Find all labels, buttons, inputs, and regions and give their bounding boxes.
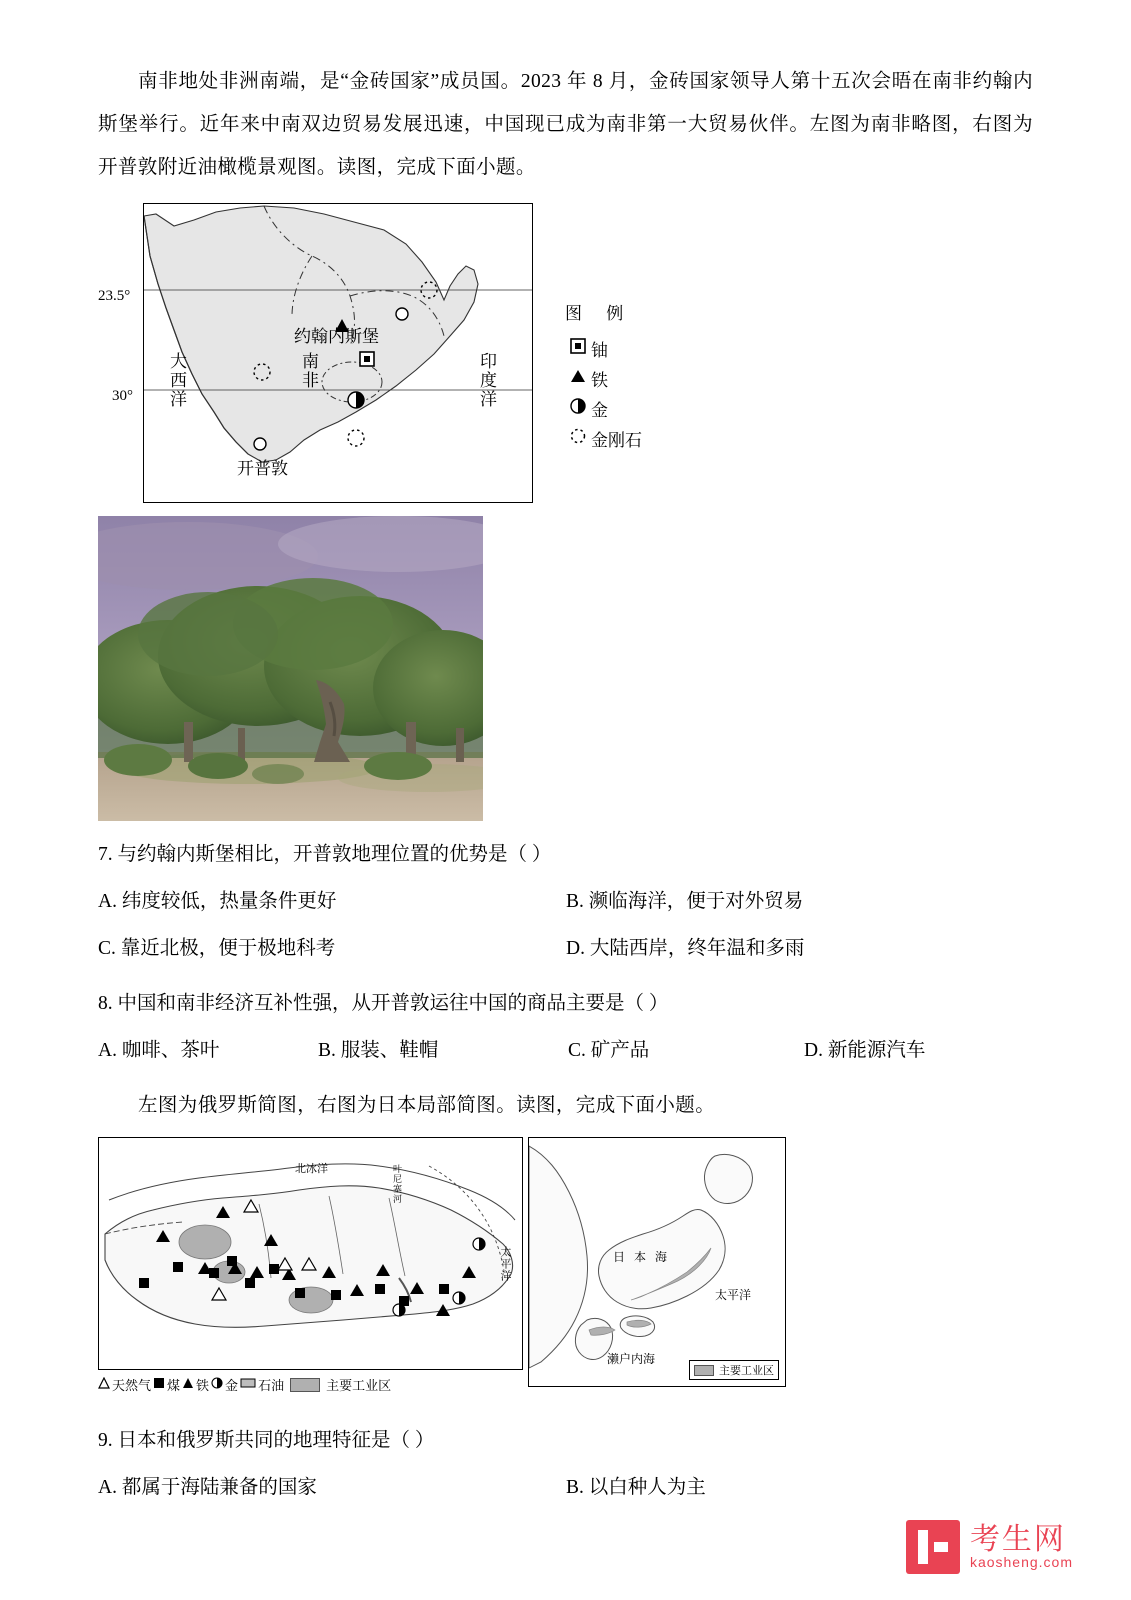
- label-south-africa: 南非: [299, 352, 318, 390]
- latitude-label-235: 23.5°: [98, 288, 131, 304]
- legend-label-industrial-area-japan: 主要工业区: [719, 1365, 774, 1377]
- uranium-icon: [565, 335, 591, 366]
- option-8-D[interactable]: [804, 1029, 925, 1072]
- label-pacific-ocean-japan: 太平洋: [715, 1288, 752, 1302]
- gold-icon-ru: [211, 1377, 223, 1393]
- label-yenisei-river: 叶尼塞河: [392, 1164, 402, 1204]
- passage-2: 左图为俄罗斯简图，右图为日本局部简图。读图，完成下面小题。: [138, 1095, 716, 1116]
- watermark-cn: 考生网: [969, 1522, 1066, 1556]
- option-9-A[interactable]: [98, 1466, 317, 1509]
- question-8-stem: [98, 982, 1033, 1025]
- legend-label-coal: 煤: [167, 1378, 181, 1393]
- question-7-options-row-1: [98, 880, 1033, 923]
- label-arctic-ocean: 北冰洋: [295, 1163, 328, 1175]
- page-content: [98, 60, 1033, 1509]
- question-8-options-row: [98, 1029, 1033, 1072]
- label-sea-of-japan: 日 本 海: [613, 1250, 671, 1264]
- question-9-stem: [98, 1419, 1033, 1462]
- olive-grove-photo: [98, 516, 483, 821]
- label-johannesburg: 约翰内斯堡: [294, 327, 379, 346]
- legend-label-diamond: 金刚石: [591, 430, 642, 450]
- uranium-symbol: [360, 352, 374, 366]
- option-7-B-text: 濒临海洋，便于对外贸易: [588, 891, 804, 912]
- south-africa-map: [143, 203, 533, 503]
- oil-icon: [240, 1377, 256, 1393]
- option-8-B[interactable]: [318, 1029, 438, 1072]
- option-7-B[interactable]: [566, 880, 803, 923]
- label-seto-inland-sea: 濑户内海: [607, 1352, 656, 1366]
- option-8-D-key: D.: [804, 1040, 823, 1061]
- question-9-options-row: [98, 1466, 1033, 1509]
- legend-title: 图 例: [565, 304, 634, 323]
- option-7-A-key: A.: [98, 891, 117, 912]
- option-8-C[interactable]: [568, 1029, 649, 1072]
- russia-map: [98, 1137, 523, 1370]
- option-9-B-key: B.: [566, 1477, 584, 1498]
- option-8-C-key: C.: [568, 1040, 586, 1061]
- question-8-number: 8.: [98, 993, 113, 1014]
- option-8-B-text: 服装、鞋帽: [340, 1040, 439, 1061]
- option-9-A-text: 都属于海陆兼备的国家: [121, 1477, 317, 1498]
- legend-label-industrial-area: 主要工业区: [326, 1378, 392, 1393]
- legend-item-uranium: [553, 335, 743, 365]
- japan-map: [528, 1137, 786, 1387]
- watermark-en: kaosheng.com: [969, 1554, 1073, 1571]
- question-7-stem: [98, 833, 1033, 876]
- option-8-A-text: 咖啡、茶叶: [121, 1040, 220, 1061]
- watermark-logo-icon: [906, 1520, 960, 1574]
- south-africa-figure: [98, 203, 1033, 508]
- russia-map-legend: [98, 1375, 391, 1394]
- option-7-A-text: 纬度较低，热量条件更好: [121, 891, 337, 912]
- legend-item-gold: [553, 395, 743, 425]
- legend-label-gold: 金: [591, 400, 608, 420]
- question-7-options-row-2: [98, 927, 1033, 970]
- legend-label-oil: 石油: [258, 1378, 285, 1393]
- japan-map-legend: [689, 1360, 779, 1380]
- option-9-B-text: 以白种人为主: [588, 1477, 706, 1498]
- passage-1: 南非地处非洲南端，是“金砖国家”成员国。2023 年 8 月，金砖国家领导人第十五次会晤在南非约翰内斯堡举行。近年来中南双边贸易发展迅速，中国现已成为南非第一大贸易伙伴。左图为南非略图，右图为开普敦附近油橄榄景观图。读图，完成下面小题。: [98, 71, 1033, 178]
- option-8-B-key: B.: [318, 1040, 336, 1061]
- coal-icon: [153, 1377, 165, 1393]
- label-pacific-ocean-russia: 太平洋: [499, 1246, 511, 1282]
- option-7-D[interactable]: [566, 927, 804, 970]
- option-7-D-text: 大陆西岸，终年温和多雨: [589, 938, 805, 959]
- natural-gas-icon: [98, 1377, 110, 1393]
- option-7-C-key: C.: [98, 938, 116, 959]
- option-9-A-key: A.: [98, 1477, 117, 1498]
- question-7-number: 7.: [98, 844, 113, 865]
- diamond-symbol-3: [348, 430, 364, 446]
- option-9-B[interactable]: [566, 1466, 706, 1509]
- industrial-area-swatch: [290, 1378, 320, 1392]
- option-8-A-key: A.: [98, 1040, 117, 1061]
- option-8-D-text: 新能源汽车: [827, 1040, 926, 1061]
- city-marker-capetown: [254, 438, 266, 450]
- option-7-A[interactable]: [98, 880, 336, 923]
- label-indian-ocean: 印度洋: [477, 352, 496, 409]
- question-9-number: 9.: [98, 1430, 113, 1451]
- option-7-B-key: B.: [566, 891, 584, 912]
- latitude-label-30: 30°: [112, 388, 133, 404]
- option-8-A[interactable]: [98, 1029, 219, 1072]
- legend-label-natural-gas: 天然气: [112, 1378, 152, 1393]
- diamond-icon: [565, 425, 591, 456]
- option-7-C-text: 靠近北极，便于极地科考: [120, 938, 336, 959]
- city-marker-johannesburg: [396, 308, 408, 320]
- south-africa-legend: [553, 298, 743, 455]
- iron-icon-ru: [182, 1377, 194, 1393]
- question-9-text: 日本和俄罗斯共同的地理特征是（ ）: [117, 1430, 435, 1451]
- gold-icon: [565, 395, 591, 426]
- question-8-text: 中国和南非经济互补性强，从开普敦运往中国的商品主要是（ ）: [117, 993, 669, 1014]
- legend-item-iron: [553, 365, 743, 395]
- question-7-text: 与约翰内斯堡相比，开普敦地理位置的优势是（ ）: [117, 844, 552, 865]
- option-8-C-text: 矿产品: [590, 1040, 650, 1061]
- watermark: [906, 1520, 1073, 1574]
- label-capetown: 开普敦: [237, 459, 288, 478]
- option-7-C[interactable]: [98, 927, 335, 970]
- legend-item-diamond: [553, 425, 743, 455]
- gold-symbol: [348, 392, 364, 408]
- industrial-area-swatch-japan: [694, 1365, 714, 1376]
- legend-label-iron: 铁: [591, 370, 608, 390]
- legend-label-uranium: 铀: [591, 340, 608, 360]
- label-atlantic-ocean: 大西洋: [167, 352, 186, 409]
- olive-grove-image: [98, 516, 483, 821]
- russia-japan-figure: [98, 1137, 1033, 1405]
- legend-label-iron-ru: 铁: [196, 1378, 210, 1393]
- iron-icon: [565, 365, 591, 396]
- option-7-D-key: D.: [566, 938, 585, 959]
- legend-label-gold-ru: 金: [225, 1378, 239, 1393]
